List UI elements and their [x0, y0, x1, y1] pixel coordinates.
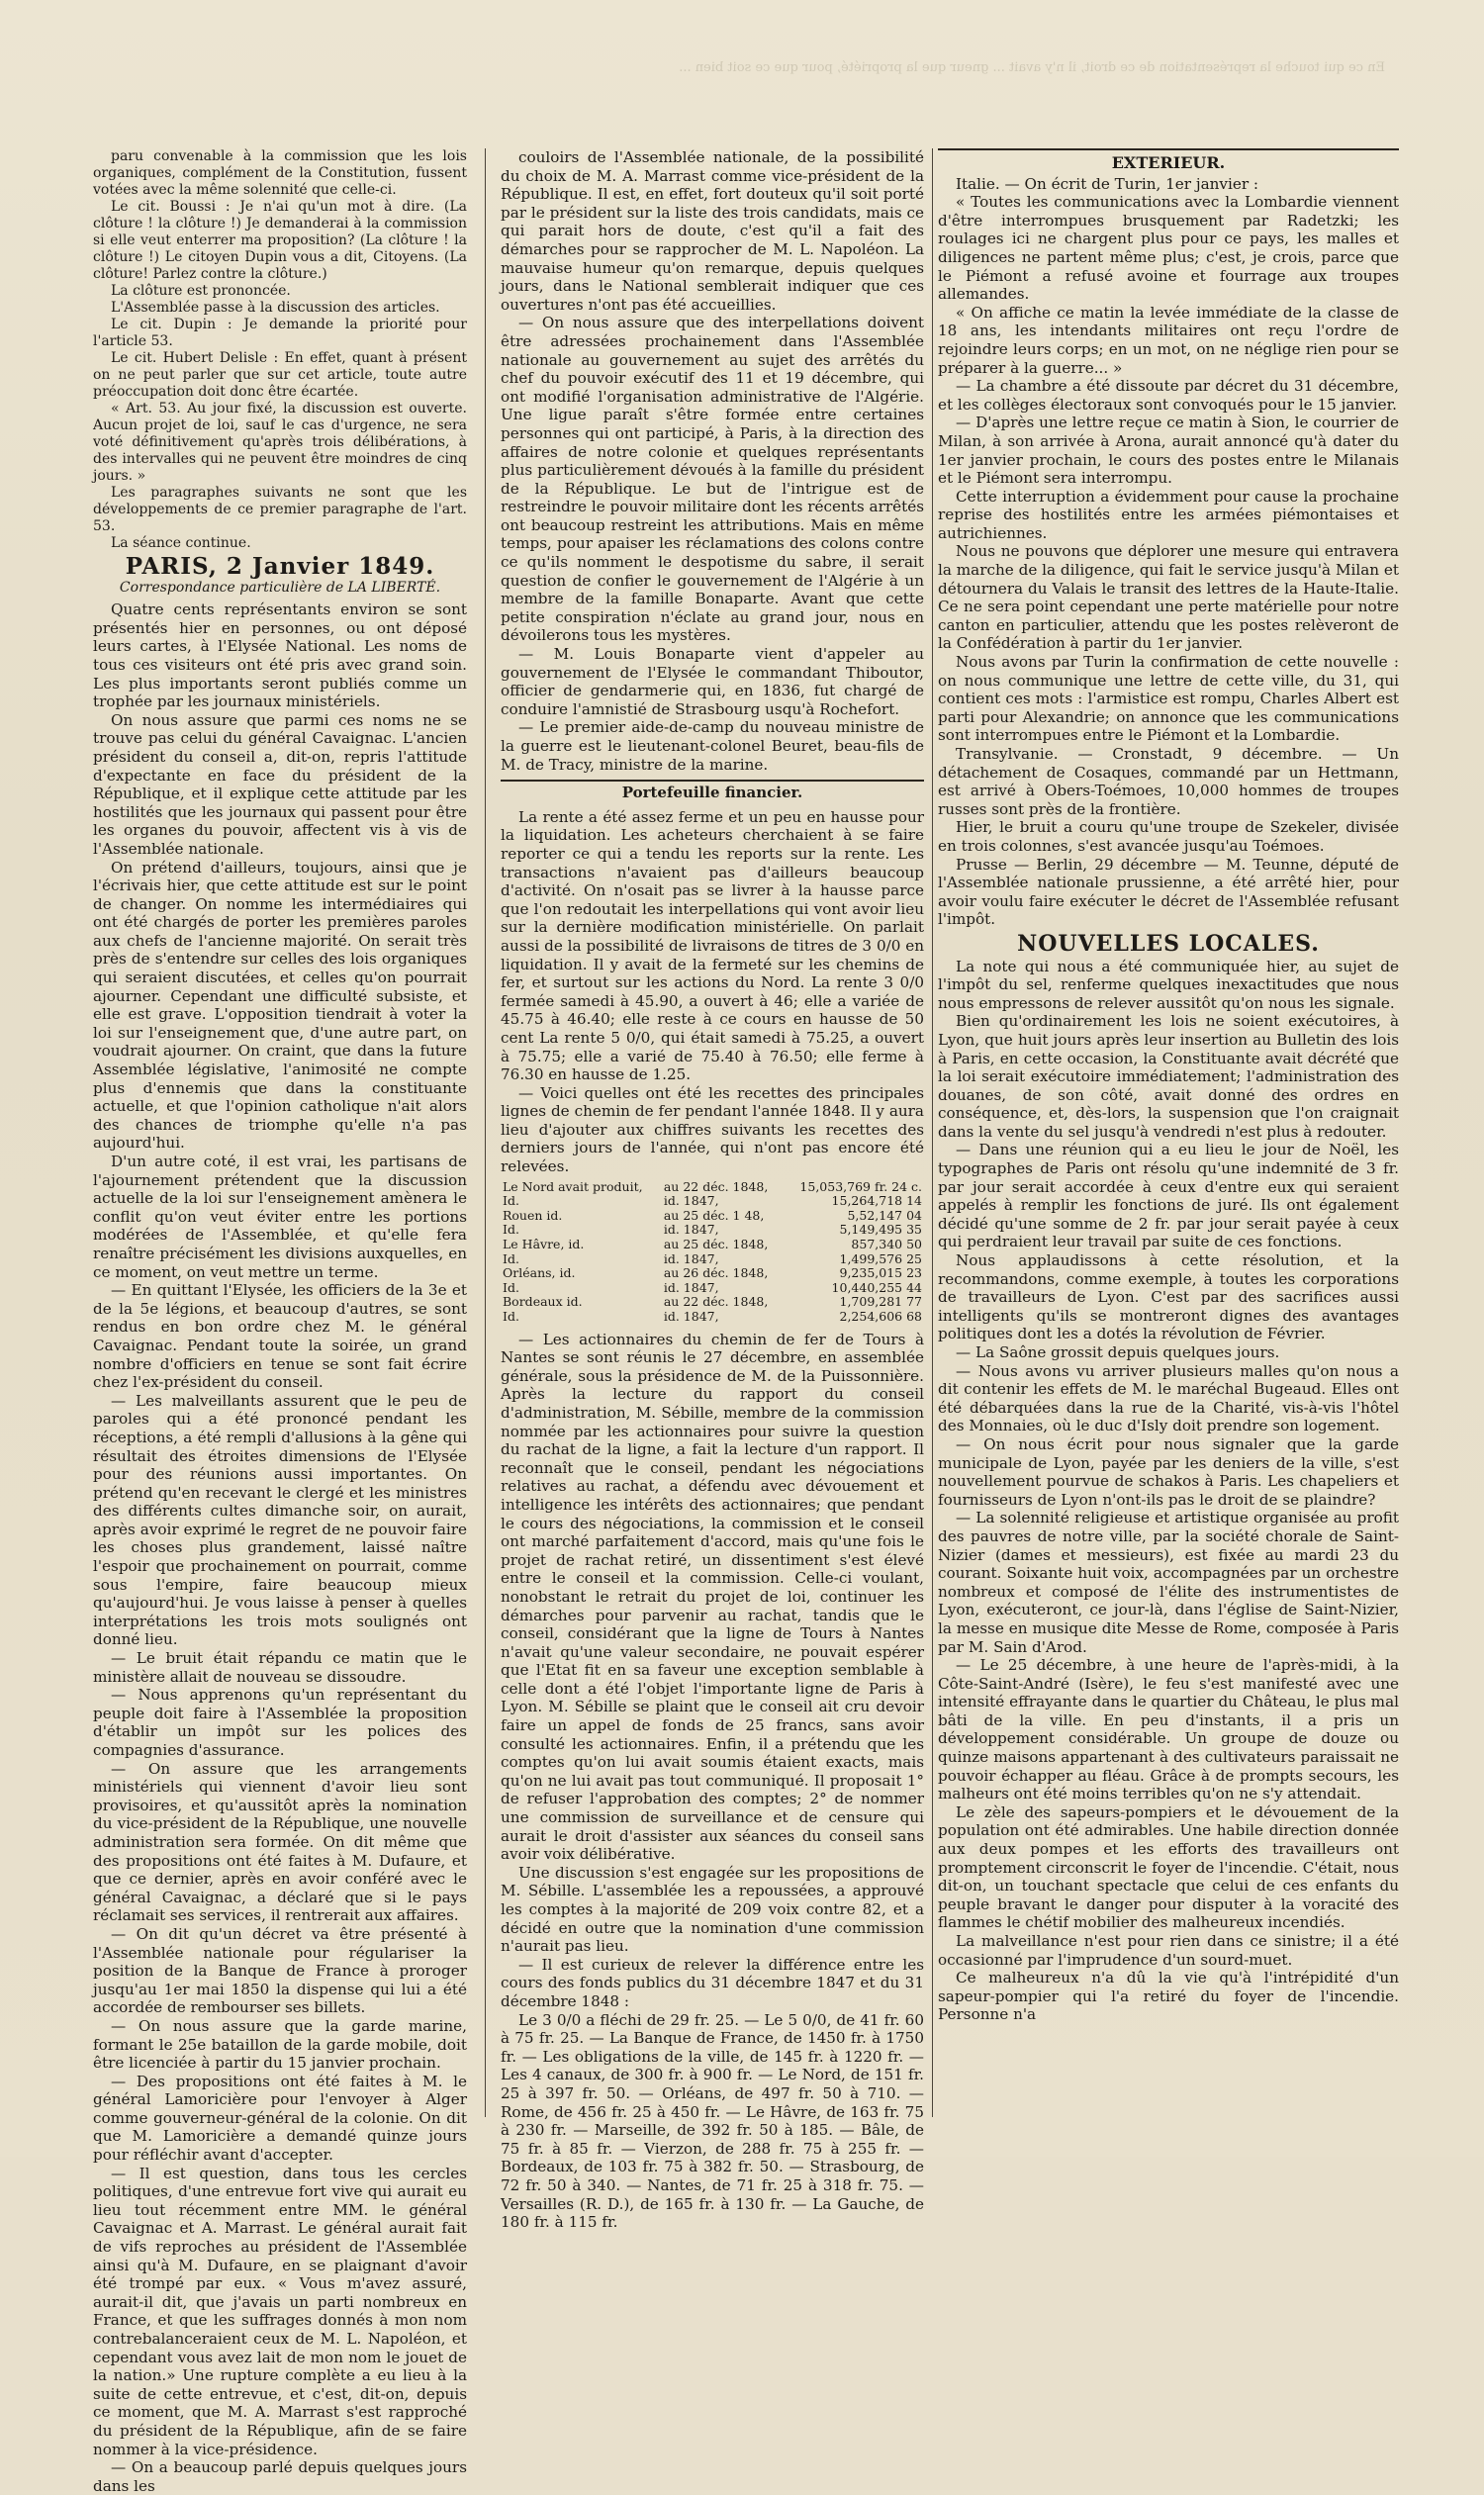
- table-cell: Orléans, id.: [503, 1265, 576, 1281]
- paragraph: Une discussion s'est engagée sur les propositions de M. Sébille. L'assemblée les a repoussées, a approuvé les comptes à la majorité de 209 voix contre 82, et a décidé en outre que la nomination d'une commission n'aurait pas lieu.: [501, 1863, 924, 1956]
- paragraph: Nous applaudissons à cette résolution, et la recommandons, comme exemple, à toutes les corporations de travailleurs de Lyon. C'est par des sacrifices aussi intelligents qu'ils se montreront dignes des avantages politiques dont les a dotés la révolution de Février.: [938, 1251, 1399, 1343]
- table-cell: au 26 déc. 1848,: [663, 1265, 769, 1281]
- local-news: [938, 958, 1399, 2024]
- paragraph: Prusse — Berlin, 29 décembre — M. Teunne, député de l'Assemblée nationale prussienne, a été arrêté hier, pour avoir voulu faire exécuter le décret de l'Assemblée refusant l'impôt.: [938, 855, 1399, 929]
- table-row: [501, 1281, 924, 1296]
- paragraph: La note qui nous a été communiquée hier, au sujet de l'impôt du sel, renferme quelques inexactitudes que nous nous empressons de relever aussitôt qu'on nous les signale.: [938, 957, 1399, 1012]
- table-cell: 2,254,606 68: [839, 1309, 922, 1324]
- table-row: [501, 1223, 924, 1238]
- paragraph: — Les actionnaires du chemin de fer de Tours à Nantes se sont réunis le 27 décembre, en assemblée générale, sous la présidence de M. de la Puissonnière. Après la lecture du rapport du conseil d'administration, M. Sébille, membre de la commission nommée par les actionnaires pour suivre la question du rachat de la ligne, a fait la lecture d'un rapport. Il reconnaît que le conseil, pendant les négociations relatives au rachat, a défendu avec dévouement et intelligence les intérêts des actionnaires; que pendant le cours des négociations, la commission et le conseil ont marché parfaitement d'accord, mais qu'une fois le projet de rachat retiré, un dissentiment s'est élevé entre le conseil et la commission. Celle-ci voulant, nonobstant le retrait du projet de loi, continuer les démarches pour parvenir au rachat, tandis que le conseil, considérant que la ligne de Tours à Nantes n'avait qu'une valeur secondaire, ne pouvait espérer que l'Etat fit en sa faveur une exception semblable à celle dont a été l'objet l'importante ligne de Paris à Lyon. M. Sébille se plaint que le conseil ait cru devoir faire un appel de fonds de 25 francs, sans avoir consulté les actionnaires. Enfin, il a prétendu que les comptes qu'on lui avait soumis étaient exacts, mais qu'on ne lui avait pas tout communiqué. Il proposait 1° de refuser l'approbation des comptes; 2° de nommer une commission de surveillance et de censure qui aurait le droit d'assister aux séances du conseil sans avoir voix délibérative.: [501, 1330, 924, 1864]
- table-cell: 857,340 50: [851, 1237, 922, 1252]
- table-cell: 15,053,769 fr. 24 c.: [799, 1178, 922, 1194]
- table-cell: 5,52,147 04: [847, 1207, 922, 1223]
- table-cell: au 22 déc. 1848,: [663, 1178, 769, 1194]
- table-row: [501, 1295, 924, 1310]
- paragraph: Transylvanie. — Cronstadt, 9 décembre. — Un détachement de Cosaques, commandé par un Hettmann, est arrivé à Obers-Toémoes, 10,000 hommes de troupes russes sont près de la frontière.: [938, 745, 1399, 818]
- table-cell: Id.: [503, 1222, 519, 1238]
- table-cell: 1,499,576 25: [839, 1250, 922, 1266]
- paragraph: Le cit. Dupin : Je demande la priorité pour l'article 53.: [93, 317, 467, 349]
- paragraph: — Le 25 décembre, à une heure de l'après-midi, à la Côte-Saint-André (Isère), le feu s'est manifesté avec une intensité effrayante dans le quartier du Château, le plus mal bâti de la ville. En peu d'instants, il a pris un développement considérable. Un groupe de douze ou quinze maisons appartenant à des cultivateurs paraissait ne pouvoir échapper au fléau. Grâce à de prompts secours, les malheurs ont été moins terribles qu'on ne s'y attendait.: [938, 1656, 1399, 1803]
- paragraph: Les paragraphes suivants ne sont que les développements de ce premier paragraphe de l'art. 53.: [93, 485, 467, 534]
- table-cell: id. 1847,: [663, 1222, 719, 1238]
- table-cell: 9,235,015 23: [839, 1265, 922, 1281]
- table-row: [501, 1194, 924, 1209]
- paragraph: paru convenable à la commission que les lois organiques, complément de la Constitution, fussent votées avec la même solennité que celle-ci.: [93, 148, 467, 198]
- table-cell: au 22 déc. 1848,: [663, 1294, 769, 1310]
- paragraph: « On affiche ce matin la levée immédiate de la classe de 18 ans, les intendants militaires ont reçu l'ordre de rejoindre leurs corps; en un mot, on ne néglige rien pour se préparer à la guerre... »: [938, 303, 1399, 377]
- table-cell: id. 1847,: [663, 1193, 719, 1209]
- table-cell: au 25 déc. 1 48,: [663, 1207, 765, 1223]
- finance-news: [501, 808, 924, 1176]
- paragraph: On nous assure que parmi ces noms ne se trouve pas celui du général Cavaignac. L'ancien président du conseil a, dit-on, repris l'attitude d'expectante en face du président de la République, et il explique cette attitude par les hostilités que les journaux qui passent pour être les organes du pouvoir, affectent vis à vis de l'Assemblée nationale.: [93, 710, 467, 858]
- table-cell: Id.: [503, 1193, 519, 1209]
- paragraph: — Il est question, dans tous les cercles politiques, d'une entrevue fort vive qui aurait eu lieu tout récemment entre MM. le général Cavaignac et A. Marrast. Le général aurait fait de vifs reproches au président de l'Assemblée ainsi qu'à M. Dufaure, en se plaignant d'avoir été trompé par eux. « Vous m'avez assuré, aurait-il dit, que j'avais un parti nombreux en France, et que les suffrages donnés à mon nom contrebalanceraient ceux de M. L. Napoléon, et cependant vous avez lait de mon nom le jouet de la nation.» Une rupture complète a eu lieu à la suite de cette entrevue, et c'est, dit-on, depuis ce moment, que M. A. Marrast s'est rapproché du président de la République, afin de se faire nommer à la vice-présidence.: [93, 2164, 467, 2458]
- subheadline: Correspondance particulière de LA LIBERTÉ.: [119, 579, 441, 596]
- paragraph: — Les malveillants assurent que le peu de paroles qui a été prononcé pendant les réceptions, a été rempli d'allusions à la gêne qui résultait des étroites dimensions de l'Elysée pour des réunions aussi importantes. On prétend qu'en recevant le clergé et les ministres des différents cultes dimanche soir, on aurait, après avoir exprimé le regret de ne pouvoir faire les choses plus grandement, laissé naître l'espoir que prochainement on pourrait, comme sous l'empire, faire beaucoup mieux qu'aujourd'hui. Je vous laisse à penser à quelles interprétations les trois mots soulignés ont donné lieu.: [93, 1391, 467, 1649]
- table-cell: Bordeaux id.: [503, 1294, 583, 1310]
- paragraph: Nous ne pouvons que déplorer une mesure qui entravera la marche de la diligence, qui fait le service jusqu'à Milan et détournera du Valais le transit des lettres de la Haute-Italie. Ce ne sera point cependant une perte matérielle pour notre canton en particulier, attendu que les postes relèveront de la Confédération à partir du 1er janvier.: [938, 542, 1399, 653]
- table-cell: au 25 déc. 1848,: [663, 1237, 769, 1252]
- column-1: [93, 148, 467, 2495]
- table-cell: Le Nord avait produit,: [503, 1178, 643, 1194]
- paragraph: Quatre cents représentants environ se sont présentés hier en personnes, ou ont déposé leurs cartes, à l'Elysée National. Les noms de tous ces visiteurs ont été pris avec grand soin. Les plus importants seront publiés comme un trophée par les journaux ministériels.: [93, 601, 467, 711]
- paragraph: Hier, le bruit a couru qu'une troupe de Szekeler, divisée en trois colonnes, s'est avancée jusqu'au Toémoes.: [938, 818, 1399, 855]
- paragraph: Italie. — On écrit de Turin, 1er janvier :: [956, 174, 1259, 193]
- paragraph: La séance continue.: [111, 535, 251, 551]
- paragraph: Le zèle des sapeurs-pompiers et le dévouement de la population ont été admirables. Une habile direction donnée aux deux pompes et les efforts des travailleurs ont promptement circonscrit le foyer de l'incendie. C'était, nous dit-on, un touchant spectacle que celui de ces enfants du peuple bravant le danger pour disputer à la voracité des flammes le chétif mobilier des malheureux incendiés.: [938, 1802, 1399, 1932]
- table-cell: id. 1847,: [663, 1250, 719, 1266]
- paragraph: — Il est curieux de relever la différence entre les cours des fonds publics du 31 décembre 1847 et du 31 décembre 1848 :: [501, 1955, 924, 2010]
- paragraph: — Le bruit était répandu ce matin que le ministère allait de nouveau se dissoudre.: [93, 1649, 467, 1686]
- headline: PARIS, 2 Janvier 1849.: [125, 553, 435, 580]
- paragraph: « Art. 53. Au jour fixé, la discussion est ouverte. Aucun projet de loi, sauf le cas d'urgence, ne sera voté définitivement qu'après trois délibérations, à des intervalles qui ne peuvent être moindres de cinq jours. »: [93, 401, 467, 484]
- assembly-report: [93, 148, 467, 552]
- column-rule: [932, 148, 933, 2117]
- railway-receipts-table: [501, 1180, 924, 1325]
- table-row: [501, 1238, 924, 1252]
- paragraph: — On nous assure que la garde marine, formant le 25e bataillon de la garde mobile, doit être licenciée à partir du 15 janvier prochain.: [93, 2016, 467, 2073]
- bleed-through-text: En ce qui touche la représentation de ce droit, il n'y avait ... gneur que la propriété, pour que ce soit bien ...: [679, 60, 1385, 75]
- paragraph: « Toutes les communications avec la Lombardie viennent d'être interrompues brusquement par Radetzki; les roulages ici ne chargent plus pour ce pays, les malles et diligences ne partent même plus; c'est, je crois, parce que le Piémont a refusé avoine et fourrage aux troupes allemandes.: [938, 193, 1399, 304]
- paragraph: Le cit. Boussi : Je n'ai qu'un mot à dire. (La clôture ! la clôture !) Je demanderai à la commission si elle veut enterrer ma proposition? (La clôture ! la clôture !) Le citoyen Dupin vous a dit, Citoyens. (La clôture! Parlez contre la clôture.): [93, 199, 467, 282]
- table-cell: Id.: [503, 1309, 519, 1324]
- table-row: [501, 1310, 924, 1325]
- paragraph: — On nous écrit pour nous signaler que la garde municipale de Lyon, payée par les deniers de la ville, s'est nouvellement pourvue de schakos à Paris. Les chapeliers et fournisseurs de Lyon n'ont-ils pas le droit de se plaindre?: [938, 1434, 1399, 1509]
- paragraph: Nous avons par Turin la confirmation de cette nouvelle : on nous communique une lettre de cette ville, du 31, qui contient ces mots : l'armistice est rompu, Charles Albert est parti pour Alexandrie; on annonce que les communications sont interrompues entre le Piémont et la Lombardie.: [938, 653, 1399, 745]
- column-rule: [485, 148, 486, 2117]
- paragraph: La malveillance n'est pour rien dans ce sinistre; il a été occasionné par l'imprudence d'un sourd-muet.: [938, 1932, 1399, 1969]
- paragraph: Bien qu'ordinairement les lois ne soient exécutoires, à Lyon, que huit jours après leur insertion au Bulletin des lois à Paris, en cette occasion, la Constituante avait décrété que la loi serait exécutoire immédiatement; l'administration des douanes, de son côté, avait donné des ordres en conséquence, et, dès-lors, la suspension que l'on craignait dans la vente du sel jusqu'à vendredi n'est plus à redouter.: [938, 1012, 1399, 1141]
- paragraph: La rente a été assez ferme et un peu en hausse pour la liquidation. Les acheteurs cherchaient à se faire reporter ce qui a tendu les reports sur la rente. Les transactions n'avaient pas d'ailleurs beaucoup d'activité. On n'osait pas se livrer à la hausse parce que l'on redoutait les interpellations qui vont avoir lieu sur la dernière modification ministérielle. On parlait aussi de la possibilité de livraisons de titres de 3 0/0 en liquidation. Il y avait de la fermeté sur les chemins de fer, et surtout sur les actions du Nord. La rente 3 0/0 fermée samedi à 45.90, a ouvert à 46; elle a variée de 45.75 à 46.40; elle reste à ce cours en hausse de 50 cent La rente 5 0/0, qui était samedi à 75.25, a ouvert à 75.75; elle a varié de 75.40 à 76.50; elle ferme à 76.30 en hausse de 1.25.: [501, 807, 924, 1084]
- paragraph: — On assure que les arrangements ministériels qui viennent d'avoir lieu sont provisoires, et qu'aussitôt après la nomination du vice-président de la République, une nouvelle administration sera formée. On dit même que des propositions ont été faites à M. Dufaure, et que ce dernier, après en avoir conféré avec le général Cavaignac, a déclaré que si le pays réclamait ses services, il rentrerait aux affaires.: [93, 1759, 467, 1925]
- table-cell: 10,440,255 44: [831, 1279, 922, 1295]
- paragraph: — Nous apprenons qu'un représentant du peuple doit faire à l'Assemblée la proposition d'établir un impôt sur les polices des compagnies d'assurance.: [93, 1686, 467, 1759]
- paragraph: — La chambre a été dissoute par décret du 31 décembre, et les collèges électoraux sont convoqués pour le 15 janvier.: [938, 377, 1399, 414]
- section-heading-exterieur: EXTERIEUR.: [938, 148, 1399, 173]
- finance-news-continued: [501, 1331, 924, 2232]
- paragraph: — Des propositions ont été faites à M. le général Lamoricière pour l'envoyer à Alger comme gouverneur-général de la colonie. On dit que M. Lamoricière a demandé quinze jours pour réfléchir avant d'accepter.: [93, 2072, 467, 2165]
- paragraph: D'un autre coté, il est vrai, les partisans de l'ajournement prétendent que la discussion actuelle de la loi sur l'enseignement amènera le conflit qu'on veut éviter entre les portions modérées de l'Assemblée, et qu'elle fera renaître précisément les divisions auxquelles, en ce moment, on veut mettre un terme.: [93, 1153, 467, 1281]
- table-row: [501, 1180, 924, 1195]
- paragraph: L'Assemblée passe à la discussion des articles.: [111, 300, 440, 316]
- paragraph: — On dit qu'un décret va être présenté à l'Assemblée nationale pour régulariser la position de la Banque de France à proroger jusqu'au 1er mai 1850 la dispense qui lui a été accordée de rembourser ses billets.: [93, 1924, 467, 2017]
- paragraph: La clôture est prononcée.: [111, 283, 291, 299]
- table-cell: Rouen id.: [503, 1207, 563, 1223]
- paragraph: — En quittant l'Elysée, les officiers de la 3e et de la 5e légions, et beaucoup d'autres, se sont rendus en bon ordre chez M. le général Cavaignac. Pendant toute la soirée, un grand nombre d'officiers en tenue se sont fait écrire chez l'ex-président du conseil.: [93, 1281, 467, 1392]
- paris-correspondence: [93, 601, 467, 2495]
- paragraph: — On a beaucoup parlé depuis quelques jours dans les: [93, 2458, 467, 2495]
- paragraph: — La solennité religieuse et artistique organisée au profit des pauvres de notre ville, par la société chorale de Saint-Nizier (dames et messieurs), est fixée au mardi 23 du courant. Soixante huit voix, accompagnées par un orchestre nombreux et composé de l'élite des instrumentistes de Lyon, exécuteront, ce jour-là, dans l'église de Saint-Nizier, la messe en musique dite Messe de Rome, composée à Paris par M. Sain d'Arod.: [938, 1509, 1399, 1656]
- column-3: [938, 148, 1399, 2127]
- paragraph: Ce malheureux n'a dû la vie qu'à l'intrépidité d'un sapeur-pompier qui l'a retiré du foyer de l'incendie. Personne n'a: [938, 1969, 1399, 2024]
- column-2: [501, 148, 924, 2232]
- section-heading-local: NOUVELLES LOCALES.: [1017, 930, 1320, 957]
- paragraph: Cette interruption a évidemment pour cause la prochaine reprise des hostilités entre les armées piémontaises et autrichiennes.: [938, 487, 1399, 542]
- foreign-news: [938, 175, 1399, 929]
- paragraph: — On nous assure que des interpellations doivent être adressées prochainement dans l'Assemblée nationale au gouvernement au sujet des arrêtés du chef du pouvoir exécutif des 11 et 19 décembre, qui ont modifié l'organisation administrative de l'Algérie. Une ligue paraît s'être formée entre certaines personnes qui ont participé, à Paris, à la direction des affaires de notre colonie et quelques représentants plus particulièrement dévoués à la famille du président de la République. Le but de l'intrigue est de restreindre le pouvoir militaire dont les récents arrêtés ont beaucoup restreint les attributions. Mais en même temps, pour apaiser les réclamations des colons contre ce qu'ils nomment le despotisme du sabre, il serait question de confier le gouvernement de l'Algérie à un membre de la famille Bonaparte. Avant que cette petite conspiration n'éclate au grand jour, nous en dévoilerons tous les mystères.: [501, 314, 924, 645]
- table-cell: id. 1847,: [663, 1309, 719, 1324]
- table-cell: 5,149,495 35: [839, 1222, 922, 1238]
- paragraph: — M. Louis Bonaparte vient d'appeler au gouvernement de l'Elysée le commandant Thiboutor, officier de gendarmerie qui, en 1836, fut chargé de conduire l'amnistié de Strasbourg usqu'à Rochefort.: [501, 645, 924, 718]
- paragraph: — Voici quelles ont été les recettes des principales lignes de chemin de fer pendant l'année 1848. Il y aura lieu d'ajouter aux chiffres suivants les recettes des derniers jours de l'année, qui n'ont pas encore été relevées.: [501, 1083, 924, 1176]
- table-cell: 1,709,281 77: [839, 1294, 922, 1310]
- table-cell: Id.: [503, 1250, 519, 1266]
- paragraph: — Le premier aide-de-camp du nouveau ministre de la guerre est le lieutenant-colonel Beuret, beau-fils de M. de Tracy, ministre de la marine.: [501, 718, 924, 774]
- table-cell: Id.: [503, 1279, 519, 1295]
- political-news: [501, 148, 924, 774]
- paragraph: — Nous avons vu arriver plusieurs malles qu'on nous a dit contenir les effets de M. le maréchal Bugeaud. Elles ont été débarquées dans la rue de la Charité, vis-à-vis l'hôtel des Monnaies, où le duc d'Isly doit prendre son logement.: [938, 1361, 1399, 1435]
- table-cell: 15,264,718 14: [831, 1193, 922, 1209]
- paragraph: — D'après une lettre reçue ce matin à Sion, le courrier de Milan, à son arrivée à Arona, aurait annoncé qu'à dater du 1er janvier prochain, le cours des postes entre le Milanais et le Piémont sera interrompu.: [938, 414, 1399, 488]
- paragraph: — Dans une réunion qui a eu lieu le jour de Noël, les typographes de Paris ont résolu qu'une indemnité de 3 fr. par jour serait accordée à ceux d'entre eux qui seraient appelés à remplir les fonctions de juré. Ils ont également décidé qu'une somme de 2 fr. par jour serait payée à ceux qui perdraient leur travail par suite de ces fonctions.: [938, 1141, 1399, 1251]
- paragraph: Le cit. Hubert Delisle : En effet, quant à présent on ne peut parler que sur cet article, toute autre préoccupation doit donc être écartée.: [93, 350, 467, 400]
- table-row: [501, 1209, 924, 1224]
- table-row: [501, 1266, 924, 1281]
- paragraph: On prétend d'ailleurs, toujours, ainsi que je l'écrivais hier, que cette attitude est sur le point de changer. On nomme les intermédiaires qui ont été chargés de porter les premières paroles aux chefs de l'ancienne majorité. On serait très près de s'entendre sur celles des lois organiques qui seraient discutées, et celles qu'on pourrait ajourner. Cependant une difficulté subsiste, et elle est grave. L'opposition tiendrait à voter la loi sur l'enseignement que, d'une autre part, on voudrait ajourner. On craint, que dans la future Assemblée législative, l'animosité ne compte plus d'ennemis que dans la constituante actuelle, et que l'opinion catholique n'ait alors des chances de triomphe qu'elle n'a pas aujourd'hui.: [93, 858, 467, 1153]
- paragraph: Le 3 0/0 a fléchi de 29 fr. 25. — Le 5 0/0, de 41 fr. 60 à 75 fr. 25. — La Banque de France, de 1450 fr. à 1750 fr. — Les obligations de la ville, de 145 fr. à 1220 fr. — Les 4 canaux, de 300 fr. à 900 fr. — Le Nord, de 151 fr. 25 à 397 fr. 50. — Orléans, de 497 fr. 50 à 710. — Rome, de 456 fr. 25 à 450 fr. — Le Hâvre, de 163 fr. 75 à 230 fr. — Marseille, de 392 fr. 50 à 185. — Bâle, de 75 fr. à 85 fr. — Vierzon, de 288 fr. 75 à 255 fr. — Bordeaux, de 103 fr. 75 à 382 fr. 50. — Strasbourg, de 72 fr. 50 à 340. — Nantes, de 71 fr. 25 à 318 fr. 75. — Versailles (R. D.), de 165 fr. à 130 fr. — La Gauche, de 180 fr. à 115 fr.: [501, 2010, 924, 2232]
- paragraph: — La Saône grossit depuis quelques jours.: [956, 1343, 1280, 1361]
- section-heading-finance: Portefeuille financier.: [501, 780, 924, 802]
- paragraph: couloirs de l'Assemblée nationale, de la possibilité du choix de M. A. Marrast comme vice-président de la République. Il est, en effet, fort douteux qu'il soit porté par le président sur la liste des trois candidats, mais ce qui parait hors de doute, c'est qu'il a fait des démarches pour se rapprocher de M. L. Napoléon. La mauvaise humeur qu'on remarque, depuis quelques jours, dans le National semblerait indiquer que ces ouvertures n'ont pas été accueillies.: [501, 148, 924, 314]
- table-cell: Le Hâvre, id.: [503, 1237, 585, 1252]
- table-cell: id. 1847,: [663, 1279, 719, 1295]
- table-row: [501, 1252, 924, 1267]
